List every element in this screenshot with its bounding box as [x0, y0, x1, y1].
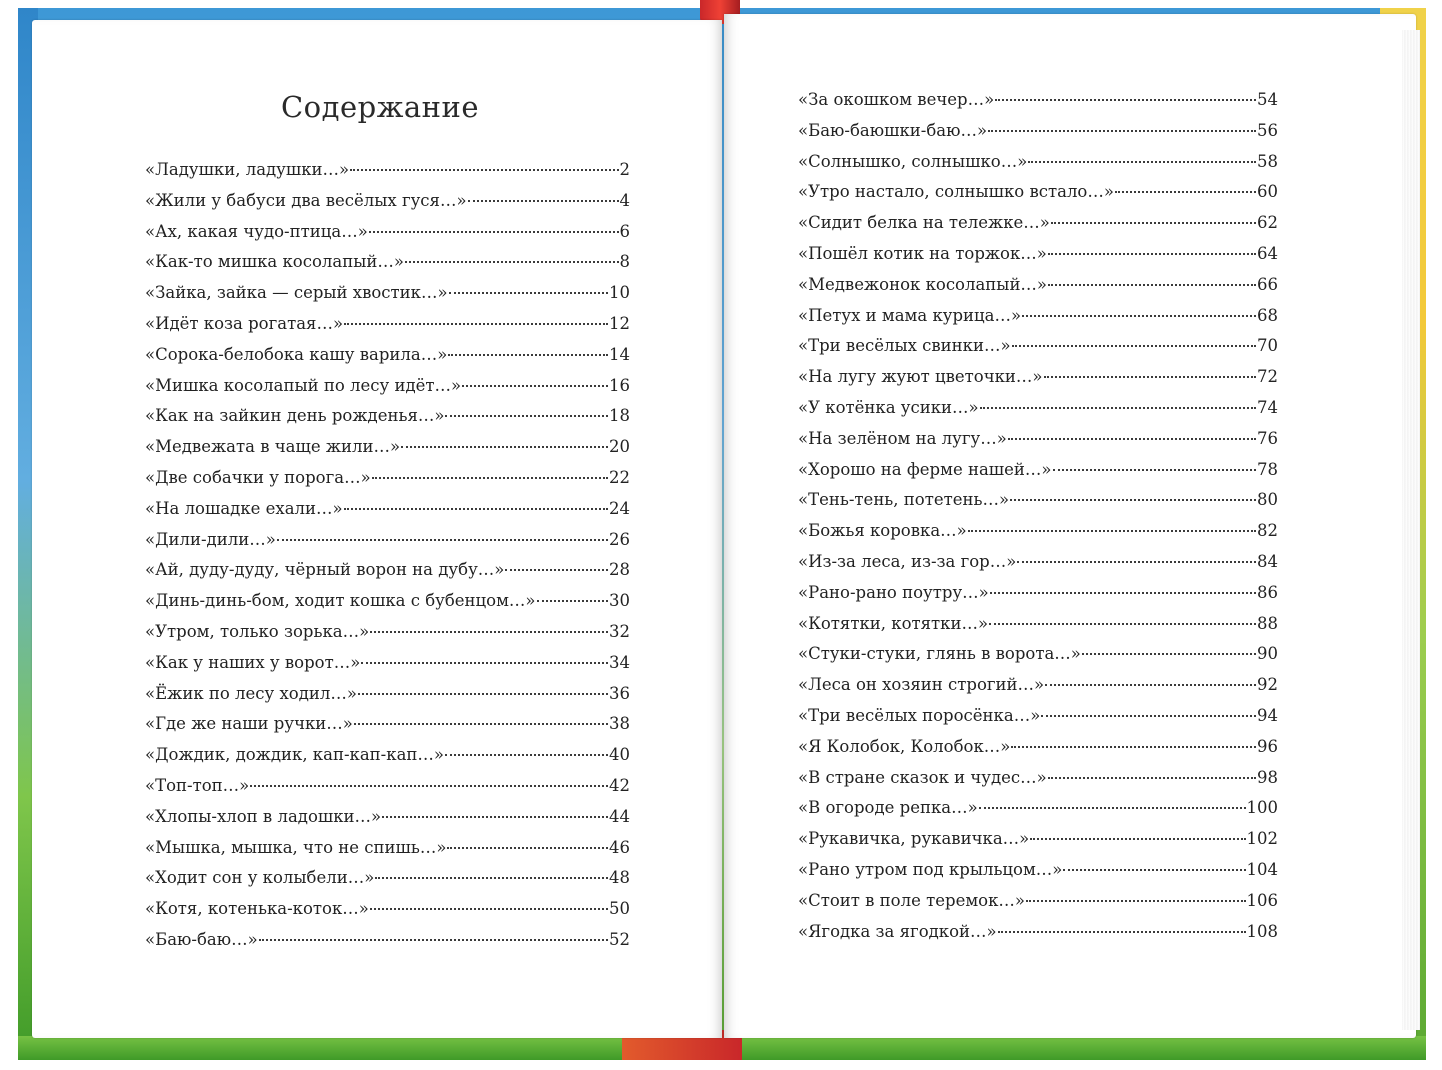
toc-entry	[145, 807, 630, 838]
toc-dot-leader	[401, 445, 608, 448]
toc-entry-page: 64	[1257, 243, 1278, 263]
toc-dot-leader	[1030, 837, 1245, 840]
toc-entry-page: 52	[609, 929, 630, 949]
toc-entry	[145, 252, 630, 283]
toc-dot-leader	[1053, 468, 1257, 471]
toc-entry-title: «Топ-топ…»	[145, 775, 250, 795]
toc-entry-title: «Баю-баю…»	[145, 929, 258, 949]
toc-entry-title: «За окошком вечер…»	[798, 90, 995, 109]
toc-entry	[145, 714, 630, 745]
toc-dot-leader	[354, 722, 608, 725]
toc-entry-title: «Ладушки, ладушки…»	[145, 160, 350, 179]
toc-entry-page: 88	[1257, 613, 1278, 633]
toc-entry	[145, 437, 630, 468]
page-edges	[1402, 30, 1420, 1030]
toc-entry-title: «Ах, какая чудо-птица…»	[145, 221, 368, 241]
toc-entry-title: «Солнышко, солнышко…»	[798, 151, 1028, 171]
toc-dot-leader	[369, 230, 619, 233]
toc-dot-leader	[462, 384, 608, 387]
toc-entry-title: «Как-то мишка косолапый…»	[145, 252, 404, 272]
toc-entry	[798, 398, 1278, 429]
toc-entry-title: «Мишка косолапый по лесу идёт…»	[145, 375, 462, 395]
toc-entry-page: 74	[1257, 397, 1278, 417]
toc-entry	[798, 182, 1278, 213]
toc-dot-leader	[372, 476, 608, 479]
toc-entry-page: 18	[609, 406, 630, 426]
toc-entry-title: «Дождик, дождик, кап-кап-кап…»	[145, 745, 444, 765]
toc-dot-leader	[990, 591, 1256, 594]
toc-dot-leader	[1017, 560, 1256, 563]
toc-list-right	[798, 90, 1278, 952]
toc-entry-page: 108	[1246, 921, 1278, 941]
toc-entry-page: 50	[609, 899, 630, 919]
toc-entry	[798, 675, 1278, 706]
toc-entry-title: «В стране сказок и чудес…»	[798, 767, 1047, 787]
toc-entry-title: «Идёт коза рогатая…»	[145, 313, 344, 333]
toc-dot-leader	[405, 260, 619, 263]
toc-entry-title: «В огороде репка…»	[798, 798, 978, 818]
toc-entry-title: «Как на зайкин день рожденья…»	[145, 406, 445, 426]
toc-entry-page: 104	[1246, 859, 1278, 879]
toc-dot-leader	[1051, 221, 1256, 224]
toc-entry-page: 36	[609, 683, 630, 703]
toc-entry	[145, 868, 630, 899]
toc-dot-leader	[1048, 252, 1256, 255]
toc-entry	[145, 591, 630, 622]
toc-entry-title: «Медвежата в чаще жили…»	[145, 437, 401, 457]
toc-dot-leader	[1041, 714, 1256, 717]
toc-entry-title: «Котя, котенька-коток…»	[145, 899, 369, 919]
toc-entry	[798, 367, 1278, 398]
toc-entry-page: 78	[1257, 459, 1278, 479]
toc-dot-leader	[370, 907, 608, 910]
toc-entry	[798, 244, 1278, 275]
toc-entry-title: «Три весёлых поросёнка…»	[798, 705, 1041, 725]
toc-dot-leader	[375, 876, 608, 879]
toc-entry	[798, 644, 1278, 675]
toc-entry-title: «Стоит в поле теремок…»	[798, 890, 1026, 910]
toc-dot-leader	[1028, 160, 1256, 163]
toc-entry-page: 26	[609, 529, 630, 549]
toc-entry	[798, 90, 1278, 121]
toc-dot-leader	[1010, 498, 1256, 501]
toc-entry-page: 76	[1257, 428, 1278, 448]
toc-entry-page: 44	[609, 806, 630, 826]
toc-dot-leader	[448, 353, 608, 356]
toc-entry-page: 22	[609, 467, 630, 487]
toc-entry	[145, 776, 630, 807]
toc-dot-leader	[980, 406, 1256, 409]
toc-dot-leader	[1022, 314, 1256, 317]
toc-entry-title: «Две собачки у порога…»	[145, 467, 371, 487]
toc-dot-leader	[447, 846, 608, 849]
toc-entry-page: 46	[609, 837, 630, 857]
toc-dot-leader	[449, 291, 608, 294]
toc-dot-leader	[1026, 899, 1245, 902]
toc-dot-leader	[445, 414, 608, 417]
toc-entry-title: «Жили у бабуси два весёлых гуся…»	[145, 190, 467, 210]
toc-entry-page: 30	[609, 591, 630, 611]
toc-entry-title: «На зелёном на лугу…»	[798, 428, 1007, 448]
toc-entry-title: «Рано утром под крыльцом…»	[798, 859, 1063, 879]
toc-entry-page: 42	[609, 775, 630, 795]
toc-entry-page: 56	[1257, 120, 1278, 140]
toc-dot-leader	[995, 98, 1256, 101]
toc-entry	[145, 653, 630, 684]
toc-entry	[145, 838, 630, 869]
toc-entry-page: 54	[1257, 90, 1278, 109]
toc-entry	[145, 684, 630, 715]
toc-entry-page: 10	[609, 283, 630, 303]
toc-dot-leader	[1045, 683, 1256, 686]
toc-entry-page: 24	[609, 498, 630, 518]
toc-entry-page: 32	[609, 621, 630, 641]
toc-dot-leader	[989, 622, 1256, 625]
toc-dot-leader	[361, 661, 608, 664]
toc-entry	[145, 222, 630, 253]
toc-entry	[145, 160, 630, 191]
toc-entry-page: 92	[1257, 675, 1278, 695]
toc-dot-leader	[1082, 652, 1256, 655]
toc-entry	[145, 745, 630, 776]
toc-dot-leader	[1008, 437, 1256, 440]
toc-entry-title: «Петух и мама курица…»	[798, 305, 1022, 325]
toc-entry	[798, 860, 1278, 891]
toc-dot-leader	[998, 930, 1246, 933]
toc-entry	[798, 552, 1278, 583]
toc-entry	[145, 560, 630, 591]
toc-entry	[798, 490, 1278, 521]
toc-entry-page: 40	[609, 745, 630, 765]
toc-entry-title: «На лошадке ехали…»	[145, 498, 343, 518]
toc-dot-leader	[358, 692, 608, 695]
toc-entry	[798, 306, 1278, 337]
toc-entry	[145, 376, 630, 407]
toc-entry-page: 12	[609, 313, 630, 333]
toc-entry	[145, 930, 630, 961]
toc-entry-title: «Мышка, мышка, что не спишь…»	[145, 837, 447, 857]
toc-entry-page: 14	[609, 344, 630, 364]
toc-entry	[798, 121, 1278, 152]
toc-entry-page: 62	[1257, 213, 1278, 233]
toc-entry-title: «У котёнка усики…»	[798, 397, 979, 417]
toc-entry-title: «Три весёлых свинки…»	[798, 336, 1011, 356]
toc-entry	[798, 275, 1278, 306]
toc-entry-title: «Рукавичка, рукавичка…»	[798, 829, 1030, 849]
toc-dot-leader	[277, 538, 608, 541]
toc-entry	[798, 583, 1278, 614]
toc-entry	[798, 891, 1278, 922]
toc-entry-title: «На лугу жуют цветочки…»	[798, 367, 1043, 387]
toc-entry-page: 82	[1257, 521, 1278, 541]
toc-entry-title: «Ходит сон у колыбели…»	[145, 868, 375, 888]
toc-entry-page: 28	[609, 560, 630, 580]
toc-entry-title: «Утром, только зорька…»	[145, 621, 370, 641]
toc-entry	[798, 706, 1278, 737]
toc-entry-page: 66	[1257, 274, 1278, 294]
toc-entry	[798, 768, 1278, 799]
toc-entry	[145, 499, 630, 530]
toc-entry-title: «Ёжик по лесу ходил…»	[145, 683, 357, 703]
toc-entry	[145, 314, 630, 345]
toc-dot-leader	[370, 630, 608, 633]
toc-entry	[798, 152, 1278, 183]
toc-dot-leader	[537, 599, 608, 602]
toc-entry-title: «Где же наши ручки…»	[145, 714, 353, 734]
toc-entry-title: «Сидит белка на тележке…»	[798, 213, 1050, 233]
toc-entry-page: 70	[1257, 336, 1278, 356]
toc-dot-leader	[250, 784, 608, 787]
toc-entry	[145, 530, 630, 561]
toc-entry	[798, 737, 1278, 768]
toc-entry-page: 96	[1257, 736, 1278, 756]
toc-entry-page: 34	[609, 652, 630, 672]
toc-entry-title: «Как у наших у ворот…»	[145, 652, 361, 672]
toc-entry-title: «Ягодка за ягодкой…»	[798, 921, 997, 941]
toc-entry-title: «Сорока-белобока кашу варила…»	[145, 344, 448, 364]
toc-dot-leader	[505, 568, 608, 571]
toc-entry-page: 80	[1257, 490, 1278, 510]
toc-entry-page: 100	[1246, 798, 1278, 818]
toc-dot-leader	[1048, 776, 1256, 779]
toc-dot-leader	[1063, 868, 1245, 871]
toc-entry-title: «Баю-баюшки-баю…»	[798, 120, 988, 140]
toc-dot-leader	[1011, 745, 1256, 748]
toc-entry-page: 6	[619, 221, 630, 241]
toc-dot-leader	[1012, 344, 1256, 347]
toc-entry	[145, 191, 630, 222]
toc-entry-title: «Медвежонок косолапый…»	[798, 274, 1048, 294]
toc-entry-title: «Хлопы-хлоп в ладошки…»	[145, 806, 382, 826]
toc-entry-title: «Божья коровка…»	[798, 521, 967, 541]
toc-entry	[145, 345, 630, 376]
toc-dot-leader	[382, 815, 608, 818]
toc-entry-page: 86	[1257, 582, 1278, 602]
toc-entry-page: 98	[1257, 767, 1278, 787]
toc-entry-page: 4	[619, 190, 630, 210]
toc-entry-page: 48	[609, 868, 630, 888]
toc-dot-leader	[968, 529, 1256, 532]
toc-entry	[145, 622, 630, 653]
toc-entry-page: 106	[1246, 890, 1278, 910]
toc-entry-title: «Ай, дуду-дуду, чёрный ворон на дубу…»	[145, 560, 505, 580]
toc-entry-page: 58	[1257, 151, 1278, 171]
toc-entry	[798, 336, 1278, 367]
toc-dot-leader	[1044, 375, 1256, 378]
toc-title: Содержание	[280, 90, 480, 124]
toc-entry-page: 84	[1257, 551, 1278, 571]
toc-entry	[145, 283, 630, 314]
toc-entry	[798, 829, 1278, 860]
toc-entry-page: 72	[1257, 367, 1278, 387]
toc-entry	[798, 922, 1278, 953]
toc-dot-leader	[350, 168, 618, 171]
toc-entry-title: «Динь-динь-бом, ходит кошка с бубенцом…»	[145, 591, 536, 611]
toc-entry-page: 8	[619, 252, 630, 272]
toc-dot-leader	[988, 129, 1256, 132]
toc-entry-page: 2	[619, 160, 630, 179]
toc-entry	[145, 468, 630, 499]
toc-dot-leader	[445, 753, 608, 756]
toc-dot-leader	[344, 322, 608, 325]
toc-entry	[145, 406, 630, 437]
toc-entry-title: «Дили-дили…»	[145, 529, 276, 549]
toc-dot-leader	[1115, 190, 1256, 193]
toc-entry-page: 60	[1257, 182, 1278, 202]
toc-dot-leader	[468, 199, 619, 202]
toc-entry-title: «Пошёл котик на торжок…»	[798, 243, 1047, 263]
toc-entry-title: «Из-за леса, из-за гор…»	[798, 551, 1017, 571]
toc-entry-title: «Хорошо на ферме нашей…»	[798, 459, 1052, 479]
toc-entry	[798, 798, 1278, 829]
toc-entry-page: 90	[1257, 644, 1278, 664]
toc-dot-leader	[344, 507, 608, 510]
toc-entry-title: «Зайка, зайка — серый хвостик…»	[145, 283, 448, 303]
toc-entry	[798, 429, 1278, 460]
toc-dot-leader	[979, 806, 1246, 809]
toc-entry-title: «Утро настало, солнышко встало…»	[798, 182, 1114, 202]
toc-entry	[798, 614, 1278, 645]
toc-entry	[798, 521, 1278, 552]
toc-dot-leader	[259, 938, 608, 941]
toc-entry-page: 94	[1257, 705, 1278, 725]
toc-list-left	[145, 160, 630, 961]
toc-entry-title: «Котятки, котятки…»	[798, 613, 989, 633]
toc-entry-page: 102	[1246, 829, 1278, 849]
toc-entry-title: «Тень-тень, потетень…»	[798, 490, 1010, 510]
toc-entry-page: 16	[609, 375, 630, 395]
toc-entry-title: «Стуки-стуки, глянь в ворота…»	[798, 644, 1081, 664]
toc-entry	[145, 899, 630, 930]
toc-entry-page: 68	[1257, 305, 1278, 325]
toc-entry	[798, 460, 1278, 491]
toc-entry-title: «Рано-рано поутру…»	[798, 582, 989, 602]
toc-entry-title: «Леса он хозяин строгий…»	[798, 675, 1045, 695]
toc-entry-page: 38	[609, 714, 630, 734]
toc-entry	[798, 213, 1278, 244]
toc-dot-leader	[1048, 283, 1256, 286]
toc-entry-title: «Я Колобок, Колобок…»	[798, 736, 1011, 756]
toc-entry-page: 20	[609, 437, 630, 457]
